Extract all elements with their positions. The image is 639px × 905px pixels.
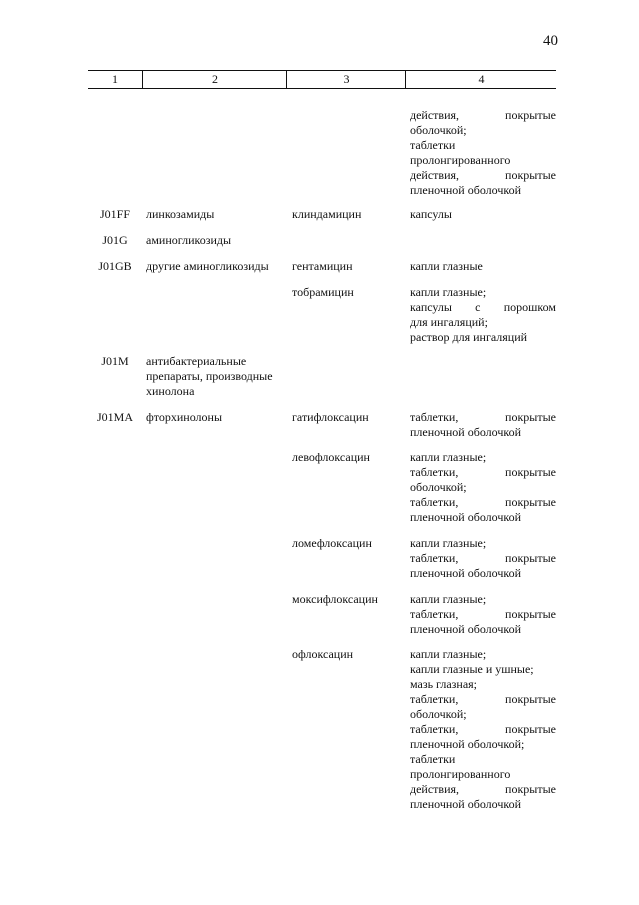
dosage-forms [410,536,556,581]
cell-line [410,108,556,123]
dosage-forms [410,450,556,525]
word: действия, [410,108,460,122]
cell-line: пленочной оболочкой [410,183,522,197]
atc-code: J01M [101,354,129,368]
cell-line [410,168,556,183]
group-name [146,259,290,274]
word: покрытые [505,607,556,621]
header-cell-4: 4 [405,71,557,88]
drug-name: ломефлоксацин [292,536,372,550]
dosage-forms [410,285,556,345]
dosage-forms [410,647,556,812]
cell-line: фторхинолоны [146,410,223,424]
dosage-forms [410,592,556,637]
group-name [146,354,290,399]
dosage-forms [410,259,556,274]
drug-name: офлоксацин [292,647,354,661]
word: таблетки, [410,465,459,479]
cell-line: оболочкой; [410,123,467,137]
header-cell-1: 1 [112,72,118,86]
cell-line: раствор для ингаляций [410,330,528,344]
cell-line: капли глазные; [410,536,487,550]
cell-line: пленочной оболочкой [410,797,522,811]
cell-line: капли глазные; [410,592,487,606]
cell-line: таблетки [410,752,456,766]
word: покрытые [505,692,556,706]
word: таблетки, [410,495,459,509]
cell-line [410,410,556,425]
word: с [475,300,481,314]
drug-name: клиндамицин [292,207,362,221]
word: покрытые [505,168,556,182]
word: покрытые [505,108,556,122]
cell-line [410,551,556,566]
dosage-forms [410,207,556,222]
atc-code: J01G [102,233,128,247]
cell-line: препараты, производные [146,369,273,383]
header-cell-2: 2 [142,71,287,88]
cell-line [410,692,556,707]
group-name [146,410,290,425]
cell-line: мазь глазная; [410,677,478,691]
word: покрытые [505,465,556,479]
cell-line: антибактериальные [146,354,247,368]
cell-line [410,300,556,315]
cell-line: капли глазные; [410,285,487,299]
cell-line: пленочной оболочкой [410,566,522,580]
page-number: 40 [543,33,558,49]
cell-line: пленочной оболочкой; [410,737,525,751]
word: покрытые [505,782,556,796]
word: порошком [503,300,556,314]
cell-line: капли глазные; [410,450,487,464]
cell-line: пленочной оболочкой [410,425,522,439]
cell-line: капсулы [410,207,452,221]
word: действия, [410,782,460,796]
word: таблетки, [410,692,459,706]
dosage-forms [410,108,556,198]
group-name [146,233,290,248]
cell-line [410,495,556,510]
group-name [146,207,290,222]
word: таблетки, [410,722,459,736]
word: покрытые [505,410,556,424]
cell-line: капли глазные и ушные; [410,662,534,676]
atc-code: J01MA [96,410,133,424]
word: покрытые [505,551,556,565]
word: таблетки, [410,607,459,621]
cell-line: пролонгированного [410,767,511,781]
header-cell-3: 3 [286,71,406,88]
word: действия, [410,168,460,182]
word: покрытые [505,722,556,736]
word: капсулы [410,300,452,314]
cell-line: оболочкой; [410,480,467,494]
cell-line: аминогликозиды [146,233,232,247]
drug-name: левофлоксацин [292,450,370,464]
cell-line: линкозамиды [146,207,215,221]
word: таблетки, [410,551,459,565]
cell-line [410,607,556,622]
table-header [88,70,556,89]
cell-line: хинолона [146,384,195,398]
atc-code: J01FF [99,207,131,221]
dosage-forms [410,410,556,440]
atc-code: J01GB [98,259,132,273]
cell-line: капли глазные; [410,647,487,661]
drug-name: моксифлоксацин [292,592,378,606]
cell-line [410,782,556,797]
cell-line: другие аминогликозиды [146,259,269,273]
cell-line: оболочкой; [410,707,467,721]
drug-name: тобрамицин [292,285,354,299]
word: покрытые [505,495,556,509]
drug-name: гатифлоксацин [292,410,369,424]
word: таблетки, [410,410,459,424]
cell-line: пленочной оболочкой [410,510,522,524]
cell-line: таблетки [410,138,456,152]
drug-name: гентамицин [292,259,353,273]
cell-line [410,465,556,480]
cell-line: для ингаляций; [410,315,488,329]
cell-line: капли глазные [410,259,483,273]
cell-line [410,722,556,737]
cell-line: пролонгированного [410,153,511,167]
cell-line: пленочной оболочкой [410,622,522,636]
